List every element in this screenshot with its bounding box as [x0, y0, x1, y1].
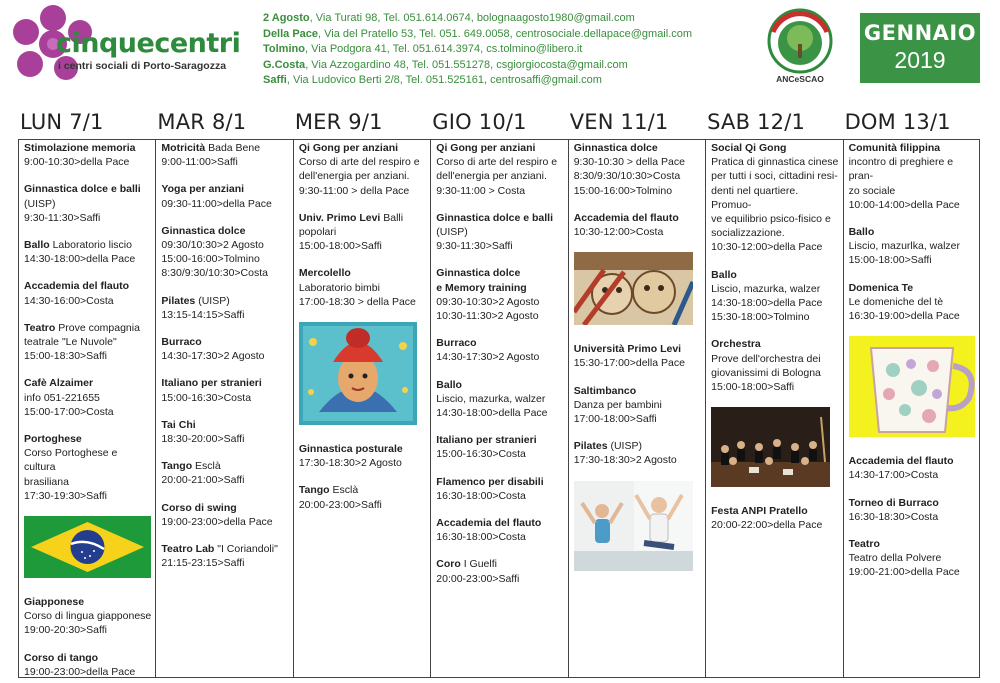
- event-detail: 10:00-14:00>della Pace: [848, 198, 960, 211]
- event-item: [161, 224, 288, 281]
- event-detail: zo sociale: [848, 184, 896, 197]
- event-note: Esclà: [192, 460, 221, 473]
- event-title: Accademia del flauto: [573, 211, 679, 224]
- event-detail: 10:30-11:30>2 Agosto: [436, 310, 539, 323]
- event-title: Ballo: [848, 226, 875, 239]
- event-item: [24, 182, 151, 225]
- orchestra-picture: [711, 407, 838, 487]
- event-detail: Liscio, mazurka, walzer: [436, 392, 546, 405]
- event-title-line: [161, 224, 288, 238]
- event-title: Coro: [436, 558, 461, 571]
- event-detail: 17:00-18:00>Saffi: [573, 413, 657, 426]
- event-title-line: [299, 266, 426, 280]
- event-title: Stimolazione memoria: [24, 142, 136, 154]
- contact-info: , Via Podgora 41, Tel. 051.614.3974, cs.tolmino@libero.it: [304, 43, 583, 55]
- event-title-line: [299, 211, 426, 225]
- event-title-line: [299, 141, 426, 155]
- event-detail: 09:30-11:00>della Pace: [161, 197, 272, 210]
- event-detail: brasiliana: [24, 475, 69, 488]
- event-note: I Guelfi: [460, 558, 497, 571]
- event-item: [24, 238, 151, 266]
- event-title-line: [711, 268, 838, 282]
- contact-info: , Via Azzogardino 48, Tel. 051.551278, csgiorgiocosta@gmail.com: [305, 58, 628, 71]
- event-detail: 16:30-18:00>Costa: [436, 531, 526, 544]
- event-title: Teatro Lab: [161, 543, 215, 556]
- event-detail: denti nel quartiere. Promuo-: [711, 184, 799, 211]
- event-title-line: [161, 418, 288, 432]
- day-events: [568, 139, 705, 678]
- day-events: [293, 139, 430, 678]
- event-title: Università Primo Levi: [573, 343, 682, 356]
- event-title: Ginnastica posturale: [298, 443, 403, 456]
- event-detail: Corso di arte del respiro e: [436, 156, 558, 169]
- event-detail: 16:30-18:30>Costa: [848, 510, 939, 523]
- event-title: Ginnastica dolce: [161, 224, 246, 237]
- day-column: [155, 105, 292, 678]
- day-events: [155, 139, 292, 678]
- event-detail: Laboratorio bimbi: [298, 281, 380, 294]
- event-detail: 14:30-18:00>della Pace: [711, 297, 823, 310]
- ancescao-label: ANCeSCAO: [776, 74, 824, 84]
- day-header: DOM 13/1: [844, 110, 951, 134]
- event-title-line: [161, 141, 288, 155]
- event-detail: 09:30/10:30>2 Agosto: [161, 239, 264, 252]
- event-detail: Prove dell'orchestra dei: [711, 352, 821, 365]
- day-header: LUN 7/1: [20, 110, 104, 134]
- event-item: [299, 141, 426, 198]
- event-title-line: [849, 496, 975, 510]
- event-title: Qi Gong per anziani: [436, 142, 536, 154]
- event-detail: 17:30-19:30>Saffi: [24, 489, 108, 502]
- event-title-line: [161, 542, 288, 556]
- event-title: Giapponese: [24, 596, 85, 609]
- event-title-line: [574, 342, 701, 356]
- event-title: Portoghese: [24, 433, 82, 446]
- event-item: [436, 557, 563, 585]
- event-title: Burraco: [161, 336, 202, 349]
- logo-subtitle: i centri sociali di Porto-Saragozza: [58, 60, 227, 72]
- event-title-line: [299, 483, 426, 497]
- day-events: [430, 139, 567, 678]
- day-header: MER 9/1: [294, 110, 383, 134]
- event-title-line: [436, 433, 563, 447]
- event-title: Tango: [298, 484, 330, 497]
- event-detail: 19:00-23:00>della Pace: [161, 515, 273, 528]
- event-item: [436, 378, 563, 421]
- contact-line: [263, 11, 763, 27]
- event-title: Yoga per anziani: [161, 183, 245, 196]
- event-title: Teatro: [24, 321, 56, 334]
- event-item: [24, 141, 151, 169]
- event-title-line: [711, 141, 838, 155]
- event-detail: 9:00-10:30>della Pace: [24, 156, 130, 169]
- event-title-line: [24, 376, 151, 390]
- event-title-line: [24, 279, 151, 293]
- event-item: [574, 141, 701, 198]
- event-detail: 15:00-18:00>Saffi: [711, 381, 795, 394]
- event-detail: teatrale "Le Nuvole": [24, 336, 117, 349]
- event-note: (UISP): [195, 294, 230, 307]
- event-detail: 20:00-21:00>Saffi: [161, 474, 245, 487]
- event-detail: 14:30-16:00>Costa: [24, 294, 114, 307]
- ancescao-logo: [765, 8, 835, 88]
- event-detail: 20:00-23:00>Saffi: [436, 572, 520, 585]
- event-detail: 15:00-18:00>Saffi: [848, 254, 932, 267]
- event-detail: (UISP): [24, 197, 56, 210]
- cinquecentri-logo: [8, 2, 241, 87]
- event-item: [299, 211, 426, 254]
- day-column: [430, 105, 567, 678]
- event-title-line: [161, 459, 288, 473]
- event-title-line: [24, 651, 151, 665]
- brazil-flag-picture: [24, 516, 151, 578]
- event-detail: 19:00-23:00>della Pace: [24, 665, 136, 678]
- event-item: [574, 342, 701, 370]
- contact-info: , Via Turati 98, Tel. 051.614.0674, bolognaagosto1980@gmail.com: [309, 12, 635, 24]
- event-detail: 20:00-22:00>della Pace: [711, 519, 823, 532]
- event-detail: 9:00-11:00>Saffi: [161, 156, 238, 169]
- event-item: [299, 266, 426, 309]
- event-item: [849, 225, 975, 268]
- event-title: Accademia del flauto: [848, 455, 954, 468]
- event-item: [161, 542, 288, 570]
- event-detail: 9:30-11:00 > Costa: [436, 184, 526, 197]
- tea-picture: [849, 336, 975, 437]
- event-title-line: [436, 336, 563, 350]
- event-detail: Liscio, mazurlka, walzer: [848, 240, 961, 253]
- event-title-line: [436, 266, 563, 280]
- event-title: Flamenco per disabili: [436, 475, 544, 488]
- contact-line: [263, 73, 763, 89]
- event-title-line: [161, 501, 288, 515]
- month-year: 2019: [894, 47, 946, 73]
- event-item: [574, 211, 701, 239]
- day-column: [18, 105, 155, 678]
- event-note: Esclà: [329, 484, 359, 497]
- event-detail: 15:30-18:00>Tolmino: [711, 311, 810, 324]
- event-detail: Le domeniche del tè: [848, 295, 944, 308]
- event-item: [24, 432, 151, 503]
- day-column: [293, 105, 430, 678]
- event-title-line: [24, 182, 151, 196]
- event-title: Ginnastica dolce: [436, 267, 521, 280]
- event-title-line: [161, 335, 288, 349]
- event-title-line: [849, 225, 975, 239]
- event-title: Accademia del flauto: [436, 517, 542, 530]
- event-item: [24, 595, 151, 638]
- event-detail: Danza per bambini: [573, 398, 662, 411]
- event-detail: 14:30-17:30>2 Agosto: [436, 351, 540, 364]
- event-detail: 15:30-17:00>della Pace: [573, 357, 685, 370]
- event-detail: 20:00-23:00>Saffi: [298, 498, 382, 511]
- contact-info: , Via Ludovico Berti 2/8, Tel. 051.525161, centrosaffi@gmail.com: [286, 74, 602, 86]
- event-detail: 18:30-20:00>Saffi: [161, 433, 245, 446]
- event-detail: 16:30-18:00>Costa: [436, 489, 526, 502]
- event-title-line: [711, 504, 838, 518]
- event-title: Saltimbanco: [573, 384, 637, 397]
- masks-picture: [574, 252, 701, 325]
- event-title-line: [24, 141, 151, 155]
- contact-name: Della Pace: [263, 27, 319, 40]
- event-title: Torneo di Burraco: [848, 496, 939, 509]
- event-item: [161, 376, 288, 404]
- event-item: [24, 651, 151, 678]
- contact-line: [263, 42, 763, 58]
- event-title: Social Qi Gong: [711, 142, 787, 154]
- event-detail: per tutti i soci, cittadini resi-: [711, 170, 838, 183]
- event-title: Ginnastica dolce: [573, 142, 658, 154]
- day-header: MAR 8/1: [157, 110, 247, 134]
- event-detail: dell'energia per anziani.: [436, 170, 547, 183]
- event-item: [161, 501, 288, 529]
- event-item: [436, 211, 563, 254]
- event-detail: 8:30/9:30/10:30>Costa: [573, 170, 681, 183]
- event-detail: Teatro della Polvere: [848, 552, 942, 565]
- event-item: [161, 335, 288, 363]
- event-detail: 19:00-20:30>Saffi: [24, 624, 108, 637]
- event-title-line: [574, 141, 701, 155]
- event-detail: giovanissimi di Bologna: [711, 366, 821, 379]
- event-item: [711, 504, 838, 532]
- event-item: [574, 384, 701, 427]
- logo-name: cinquecentri: [56, 28, 241, 59]
- event-detail: 19:00-21:00>della Pace: [848, 566, 960, 579]
- event-item: [161, 141, 288, 169]
- contacts-block: [263, 11, 763, 89]
- event-detail: 21:15-23:15>Saffi: [161, 557, 245, 570]
- event-note: Laboratorio liscio: [49, 239, 132, 252]
- event-detail: 14:30-17:00>Costa: [848, 469, 939, 482]
- event-note: (UISP): [607, 440, 642, 453]
- event-detail: Corso di arte del respiro e: [298, 156, 420, 169]
- day-header: VEN 11/1: [569, 110, 669, 134]
- event-detail: 09:30-10:30>2 Agosto: [436, 295, 540, 308]
- event-title: Cafè Alzaimer: [24, 377, 94, 390]
- event-note: Bada Bene: [205, 142, 261, 154]
- event-item: [436, 141, 563, 198]
- event-item: [161, 294, 288, 322]
- event-title: Teatro: [848, 538, 880, 551]
- event-item: [436, 266, 563, 323]
- event-title-line: [849, 537, 975, 551]
- event-detail: 16:30-19:00>della Pace: [848, 310, 960, 323]
- event-title: Comunità filippina: [848, 142, 941, 154]
- event-detail: 14:30-18:00>della Pace: [436, 407, 548, 420]
- event-title-line: [436, 516, 563, 530]
- event-detail: Corso Portoghese e cultura: [24, 447, 118, 474]
- event-detail: Corso di lingua giapponese: [24, 610, 152, 623]
- event-title-line: [436, 211, 563, 225]
- event-item: [24, 321, 151, 364]
- event-title-line: [24, 432, 151, 446]
- event-title: Orchestra: [711, 338, 761, 351]
- event-item: [161, 182, 288, 210]
- event-title-line: [24, 321, 151, 335]
- event-title: Tai Chi: [161, 418, 196, 431]
- event-title: Festa ANPI Pratello: [711, 505, 808, 518]
- event-item: [849, 496, 975, 524]
- day-events: [705, 139, 842, 678]
- event-detail: 15:00-17:00>Costa: [24, 405, 114, 418]
- day-header: GIO 10/1: [432, 110, 527, 134]
- event-title: e Memory training: [436, 281, 527, 294]
- event-title: Domenica Te: [848, 281, 914, 294]
- event-title: Univ. Primo Levi: [298, 211, 381, 224]
- event-title: Ballo: [24, 239, 50, 252]
- event-item: [436, 433, 563, 461]
- painting-picture: [299, 322, 426, 425]
- event-title: Pilates: [161, 294, 196, 307]
- month-name: GENNAIO: [863, 21, 977, 45]
- day-header: SAB 12/1: [707, 110, 806, 134]
- event-title: Ballo: [711, 268, 737, 281]
- event-title: Tango: [161, 460, 193, 473]
- event-detail: 17:00-18:30 > della Pace: [298, 295, 416, 308]
- event-title: Motricità: [161, 142, 206, 154]
- event-title: Corso di swing: [161, 501, 237, 514]
- event-title: Ginnastica dolce e balli: [436, 211, 553, 224]
- event-detail: 15:00-18:30>Saffi: [24, 350, 108, 363]
- event-detail: Liscio, mazurka, walzer: [711, 282, 821, 295]
- event-title-line: [161, 294, 288, 308]
- event-title: Italiano per stranieri: [161, 377, 262, 390]
- event-item: [711, 268, 838, 325]
- contact-name: Tolmino: [263, 43, 305, 55]
- event-title: Mercolello: [298, 267, 351, 280]
- event-title-line: [574, 211, 701, 225]
- event-note: Balli: [380, 211, 404, 224]
- day-column: [568, 105, 705, 678]
- event-detail: 17:30-18:30>2 Agosto: [298, 457, 402, 470]
- contact-name: Saffi: [263, 74, 287, 86]
- event-title: Pilates: [573, 440, 608, 453]
- event-title-line: [436, 557, 563, 571]
- event-detail: 9:30-11:00 > della Pace: [298, 184, 410, 197]
- event-detail: 9:30-10:30 > della Pace: [573, 156, 685, 169]
- event-detail: incontro di preghiere e pran-: [848, 156, 954, 183]
- contact-line: [263, 58, 763, 74]
- event-title-line: [849, 454, 975, 468]
- day-column: [843, 105, 980, 678]
- yoga-picture: [574, 481, 701, 571]
- contact-line: [263, 27, 763, 43]
- event-detail: 15:00-18:00>Saffi: [298, 240, 382, 253]
- tree-emblem-icon: [765, 8, 835, 74]
- event-title-line: [436, 141, 563, 155]
- event-title: Burraco: [436, 337, 477, 350]
- event-detail: 13:15-14:15>Saffi: [161, 308, 245, 321]
- day-events: [843, 139, 980, 678]
- contact-name: 2 Agosto: [263, 12, 310, 24]
- event-title-line: [574, 439, 701, 453]
- contact-info: , Via del Pratello 53, Tel. 051. 649.0058, centrosociale.dellapace@gmail.com: [318, 27, 693, 40]
- event-detail: 14:30-17:30>2 Agosto: [161, 350, 265, 363]
- event-detail: 10:30-12:00>Costa: [573, 226, 664, 239]
- month-badge: [860, 13, 980, 83]
- event-title-line: [849, 141, 975, 155]
- day-column: [705, 105, 842, 678]
- event-item: [161, 459, 288, 487]
- event-detail: popolari: [298, 226, 337, 239]
- event-item: [436, 475, 563, 503]
- event-item: [849, 141, 975, 212]
- event-detail: (UISP): [436, 226, 468, 239]
- event-detail: 14:30-18:00>della Pace: [24, 253, 136, 266]
- event-title-line: [849, 281, 975, 295]
- event-title-line: [574, 384, 701, 398]
- day-events: [18, 139, 155, 678]
- event-title-line: [436, 378, 563, 392]
- event-detail: ve equilibrio psico-fisico e: [711, 213, 831, 226]
- event-item: [849, 454, 975, 482]
- event-detail: dell'energia per anziani.: [298, 170, 410, 183]
- event-detail: socializzazione.: [711, 227, 785, 240]
- event-title: Ginnastica dolce e balli: [24, 183, 141, 196]
- event-detail: 9:30-11:30>Saffi: [24, 211, 101, 224]
- event-title-line: [436, 475, 563, 489]
- event-note: Prove compagnia: [55, 321, 140, 334]
- event-item: [436, 516, 563, 544]
- event-title-line: [24, 238, 151, 252]
- event-title: Accademia del flauto: [24, 280, 130, 293]
- event-item: [299, 483, 426, 511]
- event-detail: 15:00-16:30>Costa: [161, 391, 252, 404]
- event-title-line: [299, 442, 426, 456]
- event-detail: 8:30/9:30/10:30>Costa: [161, 267, 268, 280]
- event-item: [436, 336, 563, 364]
- event-item: [574, 439, 701, 467]
- event-item: [849, 281, 975, 324]
- event-detail: 17:30-18:30>2 Agosto: [573, 454, 677, 467]
- contact-name: G.Costa: [263, 58, 306, 71]
- event-detail: 10:30-12:00>della Pace: [711, 241, 823, 254]
- event-item: [711, 141, 838, 255]
- event-item: [24, 376, 151, 419]
- event-item: [849, 537, 975, 580]
- event-title-line: [161, 182, 288, 196]
- event-title-line: [711, 337, 838, 351]
- event-detail: info 051-221655: [24, 391, 100, 404]
- event-item: [161, 418, 288, 446]
- event-title-line: [24, 595, 151, 609]
- event-item: [299, 442, 426, 470]
- event-title: Ballo: [436, 378, 462, 391]
- event-detail: Pratica di ginnastica cinese: [711, 156, 839, 169]
- event-detail: 15:00-16:00>Tolmino: [573, 184, 673, 197]
- event-detail: 9:30-11:30>Saffi: [436, 240, 513, 253]
- event-title: Corso di tango: [24, 651, 99, 664]
- event-note: "I Coriandoli": [214, 543, 278, 556]
- event-title-line: [161, 376, 288, 390]
- event-title: Qi Gong per anziani: [298, 142, 399, 154]
- event-title: Italiano per stranieri: [436, 434, 537, 447]
- event-detail: 15:00-16:30>Costa: [436, 448, 526, 461]
- event-item: [24, 279, 151, 307]
- event-detail: 15:00-16:00>Tolmino: [161, 253, 260, 266]
- weekly-calendar: [18, 105, 980, 678]
- event-item: [711, 337, 838, 394]
